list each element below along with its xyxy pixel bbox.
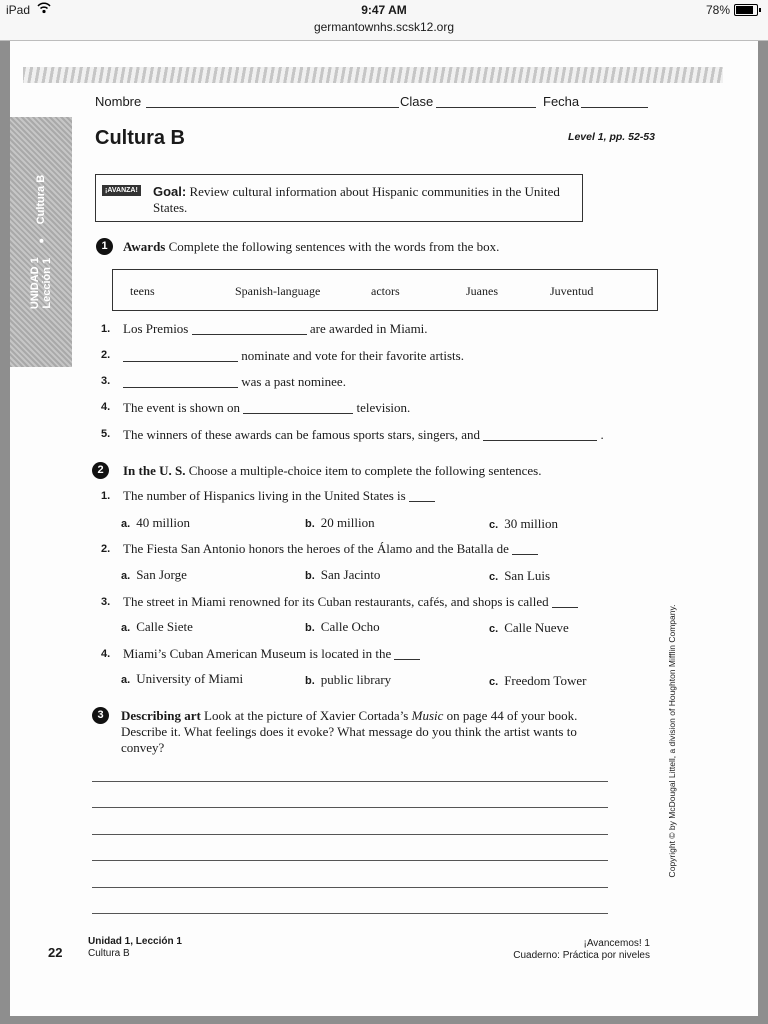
option-letter: a. xyxy=(121,518,131,530)
question-text: . xyxy=(600,427,604,442)
option-letter: b. xyxy=(305,518,315,530)
clase-label: Clase xyxy=(400,94,434,109)
prompt-text: convey? xyxy=(121,740,165,755)
option-text: 20 million xyxy=(320,515,375,530)
footer-unit: Unidad 1, Lección 1 xyxy=(88,936,182,947)
prompt-text: on page 44 of your book. xyxy=(446,708,578,723)
option-a[interactable] xyxy=(121,515,190,531)
side-tab xyxy=(10,117,72,367)
question-text: The number of Hispanics living in the United States is xyxy=(123,488,406,503)
page-title: Cultura B xyxy=(95,127,185,149)
writing-line[interactable] xyxy=(92,860,608,861)
question-text: Los Premios xyxy=(123,321,189,336)
battery-icon xyxy=(734,4,758,16)
option-a[interactable] xyxy=(121,671,243,687)
status-bar xyxy=(0,0,768,20)
answer-blank[interactable] xyxy=(483,440,597,441)
option-text: San Jacinto xyxy=(320,567,381,582)
question-text: The winners of these awards can be famous sports stars, singers, and xyxy=(123,427,481,442)
goal-text: Review cultural information about Hispanic communities in the United States. xyxy=(153,184,560,215)
nombre-label: Nombre xyxy=(95,94,142,109)
section-number-2: 2 xyxy=(92,462,109,479)
question-number: 2. xyxy=(101,349,111,361)
answer-blank[interactable] xyxy=(552,607,578,608)
option-letter: b. xyxy=(305,675,315,687)
option-text: Freedom Tower xyxy=(504,673,587,688)
goal-label: Goal: xyxy=(153,184,187,199)
question-number: 1. xyxy=(101,323,111,335)
option-b[interactable] xyxy=(305,619,380,635)
option-text: San Jorge xyxy=(136,567,187,582)
word-box xyxy=(112,269,658,311)
section2-heading xyxy=(123,463,541,479)
question-text: television. xyxy=(356,400,411,415)
question-text: are awarded in Miami. xyxy=(309,321,428,336)
option-text: public library xyxy=(320,672,392,687)
option-c[interactable] xyxy=(489,516,558,532)
question-number: 4. xyxy=(101,648,111,660)
option-a[interactable] xyxy=(121,619,193,635)
decorative-border xyxy=(23,67,723,83)
question-text: Miami’s Cuban American Museum is located in the xyxy=(123,646,392,661)
option-text: 40 million xyxy=(136,515,190,530)
footer-book: ¡Avancemos! 1 xyxy=(583,938,650,949)
question-number: 3. xyxy=(101,596,111,608)
option-letter: c. xyxy=(489,623,499,635)
option-text: University of Miami xyxy=(136,671,244,686)
fill-question-5 xyxy=(123,427,604,443)
question-text: The street in Miami renowned for its Cuban restaurants, cafés, and shops is called xyxy=(123,594,549,609)
section1-heading xyxy=(123,239,499,255)
fill-question-1 xyxy=(123,321,428,337)
clase-line xyxy=(436,107,536,108)
writing-line[interactable] xyxy=(92,913,608,914)
side-unit: UNIDAD 1 xyxy=(29,257,41,310)
nombre-line xyxy=(146,107,399,108)
side-lesson: Cultura B xyxy=(35,174,47,225)
question-text: The event is shown on xyxy=(123,400,240,415)
option-letter: a. xyxy=(121,622,131,634)
option-letter: b. xyxy=(305,570,315,582)
section1-instruction: Complete the following sentences with the words from the box. xyxy=(168,239,500,254)
answer-blank[interactable] xyxy=(192,334,307,335)
word-item: Juanes xyxy=(466,284,498,298)
writing-line[interactable] xyxy=(92,781,608,782)
url-bar[interactable] xyxy=(0,20,768,41)
word-item: Spanish-language xyxy=(235,284,321,298)
answer-blank[interactable] xyxy=(123,387,238,388)
option-letter: c. xyxy=(489,571,499,583)
option-letter: b. xyxy=(305,622,315,634)
footer-sub: Cultura B xyxy=(88,948,130,959)
question-number: 4. xyxy=(101,401,111,413)
option-text: Calle Siete xyxy=(136,619,193,634)
level-reference: Level 1, pp. 52-53 xyxy=(568,131,655,143)
section2-title: In the U. S. xyxy=(123,463,186,478)
answer-blank[interactable] xyxy=(123,361,238,362)
section3-title: Describing art xyxy=(121,708,201,723)
bullet-icon: • xyxy=(33,238,49,244)
option-b[interactable] xyxy=(305,567,380,583)
footer-left xyxy=(88,936,182,960)
device-name: iPad xyxy=(6,3,31,17)
option-text: 30 million xyxy=(504,516,558,531)
mc-question-2 xyxy=(123,541,538,557)
question-text: nominate and vote for their favorite artists. xyxy=(241,348,464,363)
option-b[interactable] xyxy=(305,672,391,688)
option-letter: c. xyxy=(489,676,499,688)
fill-question-2 xyxy=(123,348,464,364)
question-text: was a past nominee. xyxy=(241,374,346,389)
answer-blank[interactable] xyxy=(512,554,538,555)
url-text: germantownhs.scsk12.org xyxy=(313,20,455,34)
option-a[interactable] xyxy=(121,567,187,583)
option-text: San Luis xyxy=(504,568,551,583)
question-number: 5. xyxy=(101,428,111,440)
footer-right xyxy=(513,938,650,962)
section3-prompt xyxy=(121,708,631,756)
worksheet-page xyxy=(10,41,758,1016)
prompt-text: Look at the picture of Xavier Cortada’s xyxy=(204,708,409,723)
word-item: teens xyxy=(130,284,155,298)
option-b[interactable] xyxy=(305,515,375,531)
answer-blank[interactable] xyxy=(409,501,435,502)
question-number: 2. xyxy=(101,543,111,555)
page-number: 22 xyxy=(48,945,63,960)
fill-question-4 xyxy=(123,400,410,416)
question-text: The Fiesta San Antonio honors the heroes of the Álamo and the Batalla de xyxy=(123,541,509,556)
question-number: 1. xyxy=(101,490,111,502)
writing-line[interactable] xyxy=(92,834,608,835)
fill-question-3 xyxy=(123,374,346,390)
battery-percent: 78% xyxy=(705,3,730,17)
fecha-line xyxy=(581,107,648,108)
clock: 9:47 AM xyxy=(361,3,407,17)
side-leccion: Lección 1 xyxy=(41,257,53,309)
option-c[interactable] xyxy=(489,568,550,584)
option-c[interactable] xyxy=(489,620,569,636)
fecha-label: Fecha xyxy=(543,94,580,109)
answer-blank[interactable] xyxy=(243,413,353,414)
answer-blank[interactable] xyxy=(394,659,420,660)
avanza-badge: ¡AVANZA! xyxy=(102,185,141,196)
writing-line[interactable] xyxy=(92,807,608,808)
section-number-3: 3 xyxy=(92,707,109,724)
writing-line[interactable] xyxy=(92,887,608,888)
mc-question-4 xyxy=(123,646,420,662)
question-number: 3. xyxy=(101,375,111,387)
option-letter: a. xyxy=(121,674,131,686)
section1-title: Awards xyxy=(123,239,166,254)
artwork-title: Music xyxy=(411,708,444,723)
mc-question-3 xyxy=(123,594,578,610)
word-item: Juventud xyxy=(550,284,594,298)
section-number-1: 1 xyxy=(96,238,113,255)
goal-box xyxy=(95,174,583,222)
option-text: Calle Nueve xyxy=(504,620,569,635)
copyright-notice: Copyright © by McDougal Littell, a division of Houghton Mifflin Company. xyxy=(667,604,677,878)
option-c[interactable] xyxy=(489,673,586,689)
option-letter: a. xyxy=(121,570,131,582)
option-text: Calle Ocho xyxy=(320,619,380,634)
section2-instruction: Choose a multiple-choice item to complete the following sentences. xyxy=(188,463,542,478)
mc-question-1 xyxy=(123,488,435,504)
word-item: actors xyxy=(371,284,400,298)
footer-workbook: Cuaderno: Práctica por niveles xyxy=(513,950,650,961)
option-letter: c. xyxy=(489,519,499,531)
prompt-text: Describe it. What feelings does it evoke? What message do you think the artist wants to xyxy=(121,724,577,739)
